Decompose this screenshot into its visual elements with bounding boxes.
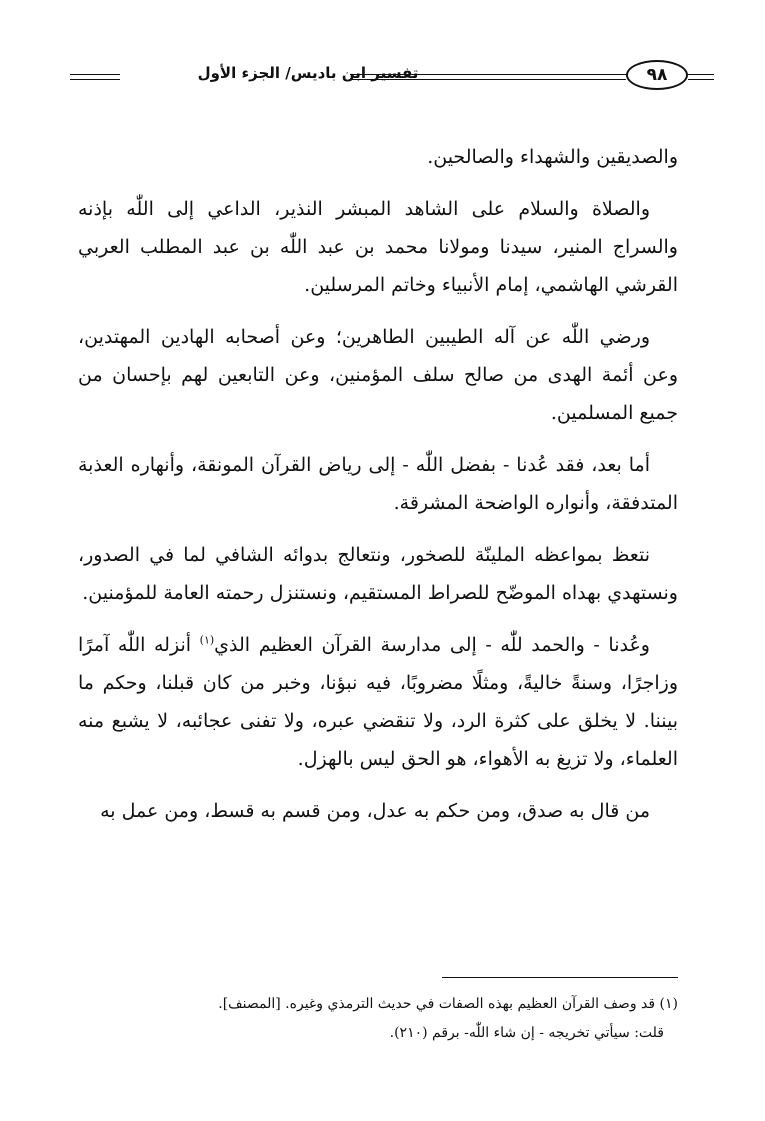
page-number: ٩٨ — [626, 60, 688, 90]
paragraph-1: والصديقين والشهداء والصالحين. — [427, 146, 678, 168]
footnote-1-continuation: قلت: سيأتي تخريجه - إن شاء اللّٰه- برقم (٢١٠). — [389, 1025, 664, 1041]
paragraph-3: ورضي اللّٰه عن آله الطيبين الطاهرين؛ وعن أصحابه الهادين المهتدين، وعن أئمة الهدى من صالح سلف المؤمنين، وعن التابعين لهم بإحسان من جميع المسلمين. — [78, 326, 678, 424]
main-text — [78, 138, 678, 844]
header-rule-right-bottom — [688, 79, 714, 80]
header-rule-left-top — [70, 74, 120, 75]
footnote-separator — [442, 977, 678, 978]
page-header — [60, 58, 715, 98]
paragraph-5: نتعظ بمواعظه الملينّة للصخور، ونتعالج بدوائه الشافي لما في الصدور، ونستهدي بهداه الموضّح للصراط المستقيم، ونستنزل رحمته العامة للمؤمنين. — [78, 544, 678, 604]
paragraph-6-start: وعُدنا - والحمد للّٰه - إلى مدارسة القرآن العظيم الذي — [214, 634, 650, 656]
footnote-ref-1[interactable]: (١) — [199, 633, 215, 647]
running-title: تفسير ابن باديس/ الجزء الأول — [197, 64, 419, 82]
header-rule-right-top — [688, 74, 714, 75]
paragraph-6 — [78, 626, 678, 778]
header-rule-left-bottom — [70, 79, 120, 80]
paragraph-7: من قال به صدق، ومن حكم به عدل، ومن قسم به قسط، ومن عمل به — [100, 800, 650, 822]
paragraph-4: أما بعد، فقد عُدنا - بفضل اللّٰه - إلى رياض القرآن المونقة، وأنهاره العذبة المتدفقة، وأنواره الواضحة المشرقة. — [78, 454, 678, 514]
paragraph-2: والصلاة والسلام على الشاهد المبشر النذير، الداعي إلى اللّٰه بإذنه والسراج المنير، سيدنا ومولانا محمد بن عبد اللّٰه بن عبد المطلب العربي القرشي الهاشمي، إمام الأنبياء وخاتم المرسلين. — [78, 198, 678, 296]
footnotes — [150, 990, 678, 1048]
footnote-1: (١) قد وصف القرآن العظيم بهذه الصفات في حديث الترمذي وغيره. [المصنف]. — [218, 996, 678, 1012]
paragraph-6-rest: أنزله اللّٰه آمرًا وزاجرًا، وسنةً خاليةً، ومثلًا مضروبًا، فيه نبؤنا، وخبر من كان قبلنا، وحكم ما بيننا. لا يخلق على كثرة الرد، ولا تنقضي عبره، ولا تفنى عجائبه، لا يشبع منه العلماء، ولا تزيغ به الأهواء، هو الحق ليس بالهزل. — [78, 634, 678, 770]
